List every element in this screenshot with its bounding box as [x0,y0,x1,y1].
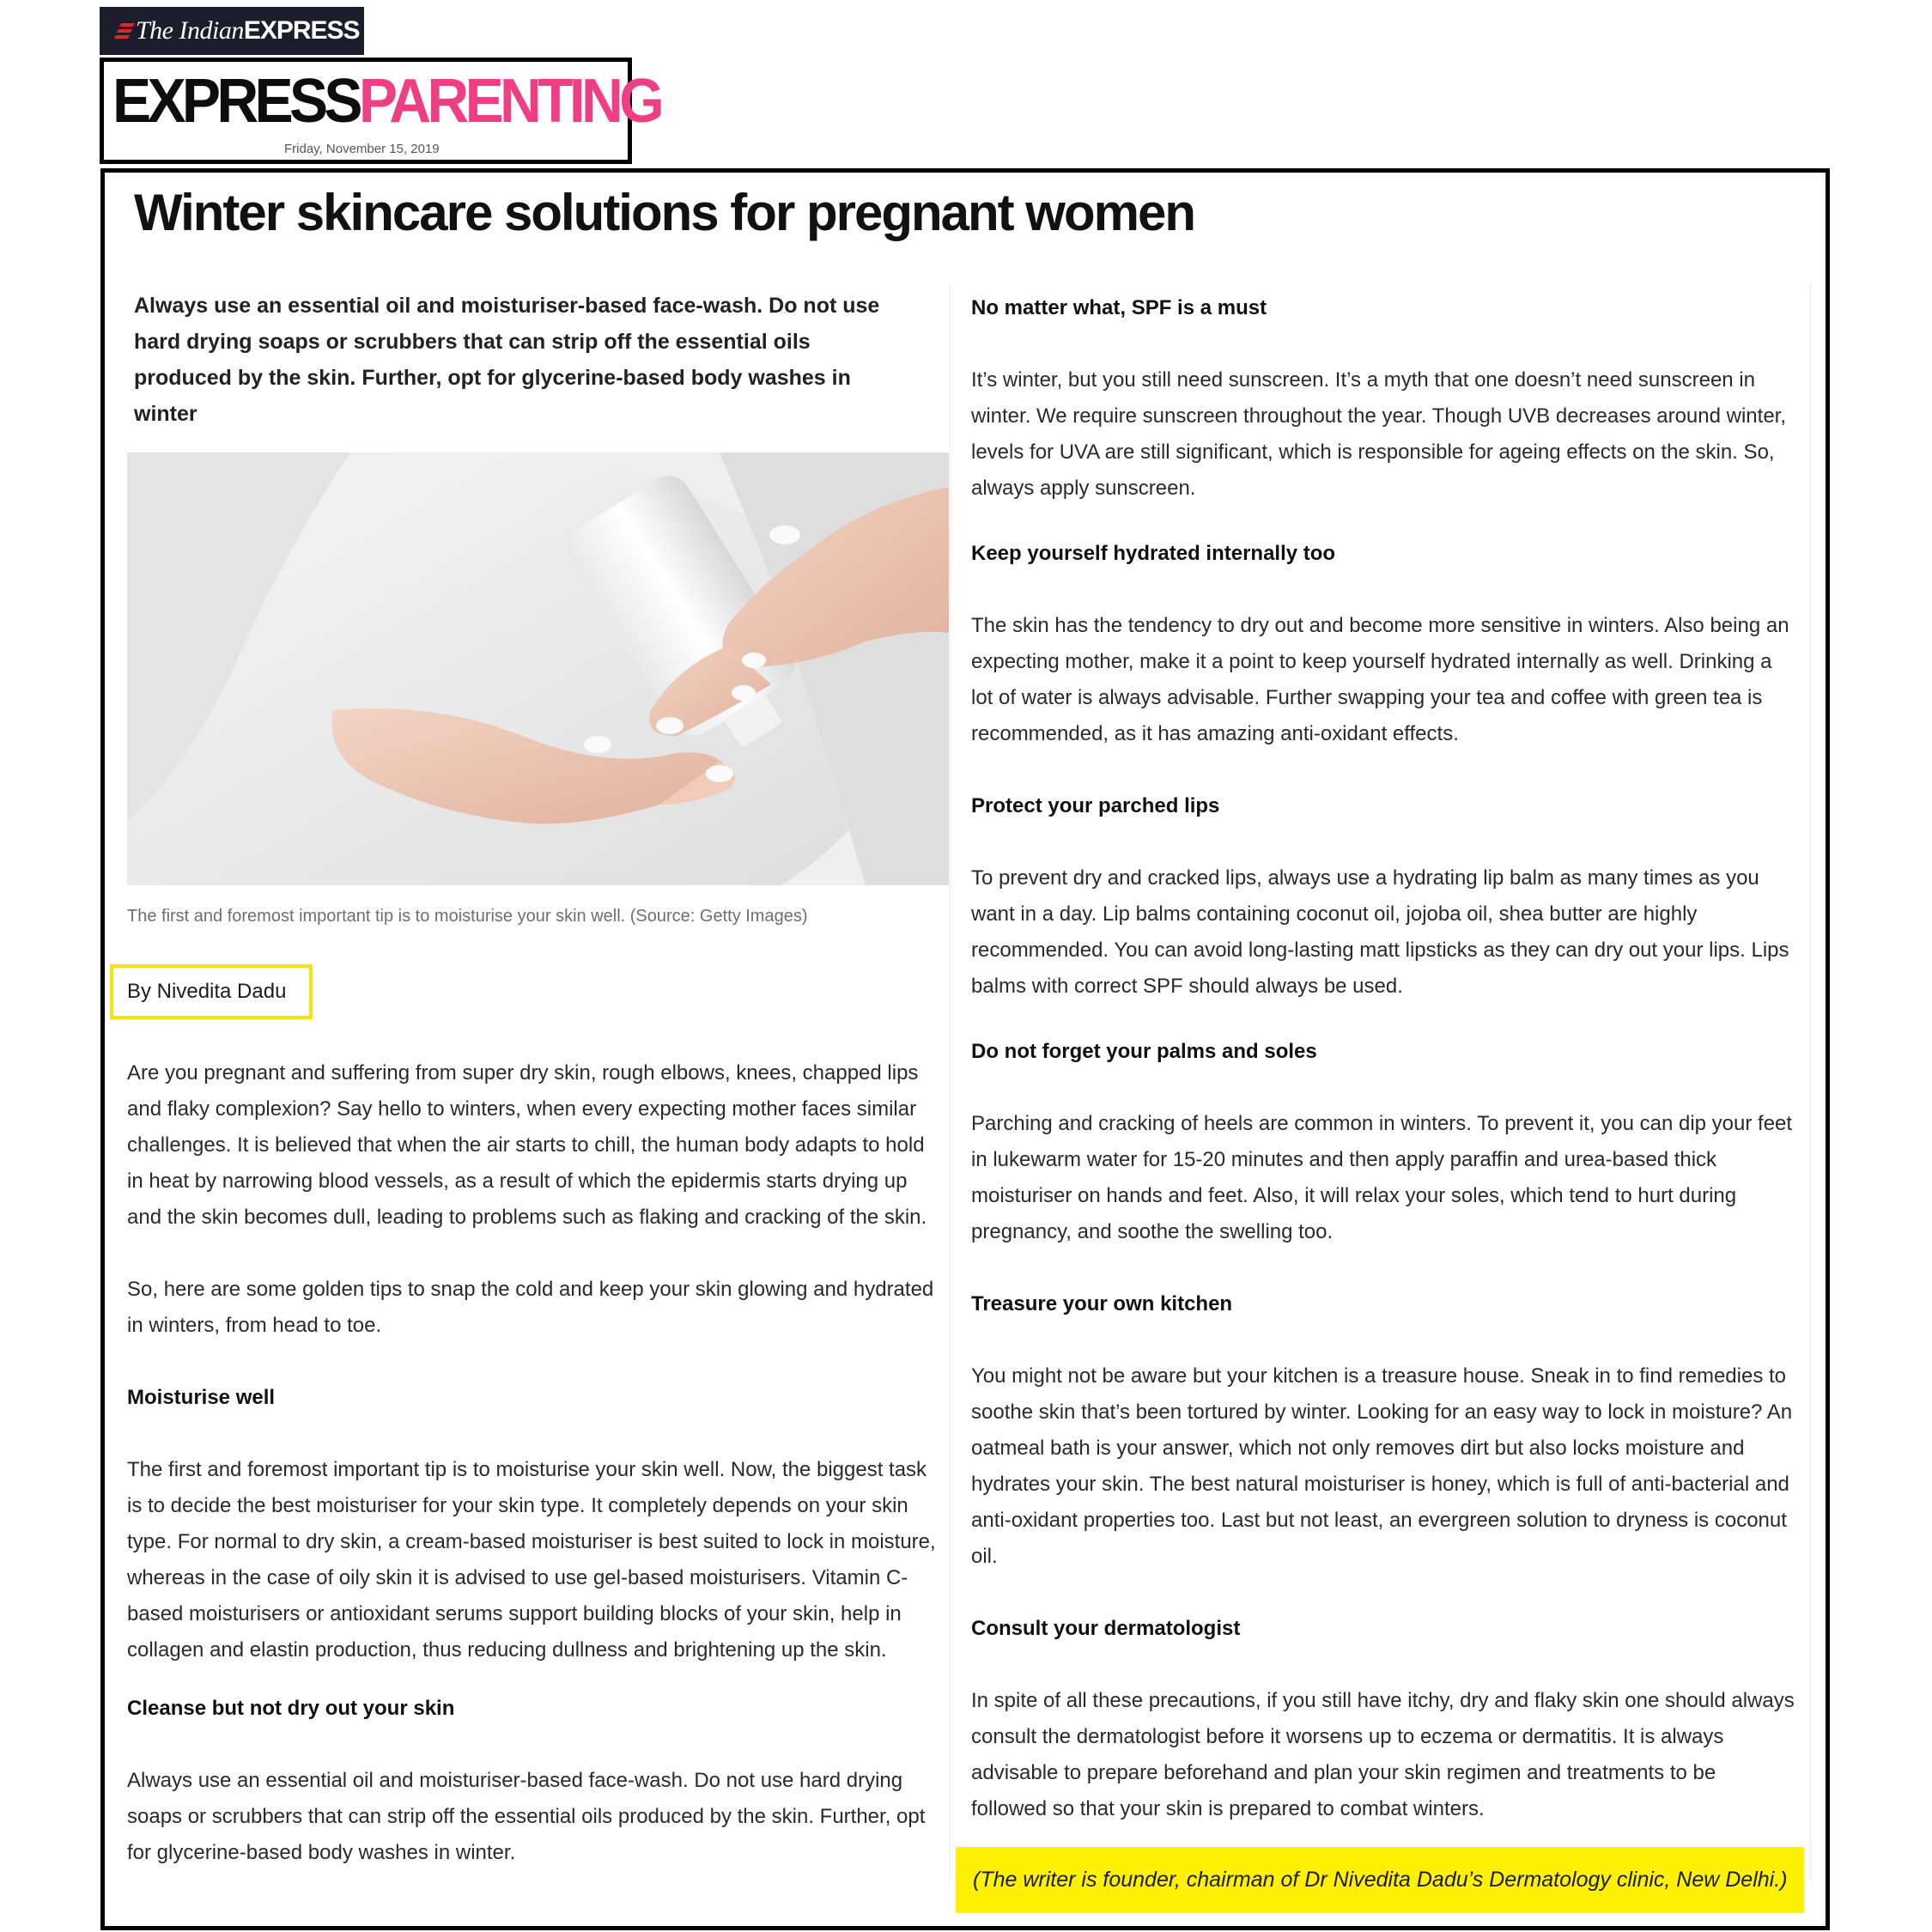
section-text: In spite of all these precautions, if you still have itchy, dry and flaky skin one should always consult the dermatologist before it worsens up to eczema or dermatitis. It is always advisable to prepare beforehand and plan your skin regimen and treatments to be followed so that your skin is prepared to combat winters. [971,1689,1795,1820]
column-edge [1810,283,1811,1880]
writer-note [956,1847,1804,1913]
section-heading: Treasure your own kitchen [971,1292,1233,1315]
section-text: The skin has the tendency to dry out and become more sensitive in winters. Also being an expecting mother, make it a point to keep yourself hydrated internally as well. Drinking a lot of water is always advisable. Further swapping your tea and coffee with green tea is recommended, as it has amazing anti-oxidant effects. [971,614,1789,745]
section-text: To prevent dry and cracked lips, always use a hydrating lip balm as many times as you want in a day. Lip balms containing coconut oil, jojoba oil, shea butter are highly recommended. You can avoid long-lasting matt lipsticks as they can dry out your lips. Lips balms with correct SPF should always be used. [971,866,1789,998]
brand-name-bold: EXPRESS [243,16,360,45]
express-flag-icon [115,20,132,42]
writer-note-text: (The writer is founder, chairman of Dr Nivedita Dadu’s Dermatology clinic, New Delhi.) [973,1868,1788,1892]
section-heading: Cleanse but not dry out your skin [127,1697,455,1720]
express-parenting-masthead [100,58,661,164]
section-text: Parching and cracking of heels are common in winters. To prevent it, you can dip your feet in lukewarm water for 15-20 minutes and then apply paraffin and urea-based thick moisturiser on hands and feet. Also, it will relax your soles, which tend to hurt during pregnancy, and soothe the swelling too. [971,1112,1793,1243]
masthead-title-black: EXPRESS [112,67,359,136]
column-divider [950,283,951,1880]
hero-image [127,453,949,885]
section-text: It’s winter, but you still need sunscreen. It’s a myth that one doesn’t need sunscreen in winter. We require sunscreen throughout the year. Though UVB decreases around winter, levels for UVA are still significant, which is responsible for ageing effects on the skin. So, always apply sunscreen. [971,368,1787,500]
section-text: You might not be aware but your kitchen is a treasure house. Sneak in to find remedies to soothe skin that’s been tortured by winter. Looking for an easy way to lock in moisture? An oatmeal bath is your answer, which not only removes dirt but also locks moisture and hydrates your skin. The best natural moisturiser is honey, which is full of anti-bacterial and anti-oxidant properties too. Last but not least, an evergreen solution to dryness is coconut oil. [971,1364,1793,1568]
left-column [127,288,943,1871]
intro-paragraph: So, here are some golden tips to snap the cold and keep your skin glowing and hydrated in winters, from head to toe. [127,1278,934,1337]
section-heading: No matter what, SPF is a must [971,296,1267,319]
indian-express-logo[interactable] [100,7,364,55]
intro-paragraph: Are you pregnant and suffering from super dry skin, rough elbows, knees, chapped lips and flaky complexion? Say hello to winters, when every expecting mother faces similar challenges. It is believed that when the air starts to chill, the human body adapts to hold in heat by narrowing blood vessels, as a result of which the epidermis starts drying up and the skin becomes dull, leading to problems such as flaking and cracking of the skin. [127,1061,927,1229]
masthead-title-pink: PARENTING [358,67,661,136]
article-headline: Winter skincare solutions for pregnant women [134,184,1194,241]
lotion-hands-illustration [127,453,949,885]
section-text: The first and foremost important tip is to moisturise your skin well. Now, the biggest task is to decide the best moisturiser for your skin type. It completely depends on your skin type. For normal to dry skin, a cream-based moisturiser is best suited to lock in moisture, whereas in the case of oily skin it is advised to use gel-based moisturisers. Vitamin C-based moisturisers or antioxidant serums support building blocks of your skin, help in collagen and elastin production, thus reducing dullness and brightening up the skin. [127,1458,936,1662]
article-lead: Always use an essential oil and moisturiser-based face-wash. Do not use hard drying soaps or scrubbers that can strip off the essential oils produced by the skin. Further, opt for glycerine-based body washes in winter [134,294,880,426]
section-text: Always use an essential oil and moisturiser-based face-wash. Do not use hard drying soaps or scrubbers that can strip off the essential oils produced by the skin. Further, opt for glycerine-based body washes in winter. [127,1769,926,1864]
section-heading: Protect your parched lips [971,794,1220,817]
brand-name-italic: The Indian [136,16,244,45]
section-heading: Keep yourself hydrated internally too [971,542,1336,565]
right-column [971,290,1795,1827]
publication-date: Friday, November 15, 2019 [284,142,440,156]
author-byline [110,964,313,1019]
masthead-title [112,67,661,136]
section-heading: Do not forget your palms and soles [971,1040,1317,1063]
image-caption: The first and foremost important tip is to moisturise your skin well. (Source: Getty Images) [127,907,808,926]
section-heading: Consult your dermatologist [971,1617,1241,1640]
author-name: By Nivedita Dadu [127,980,287,1003]
section-heading: Moisturise well [127,1386,276,1409]
